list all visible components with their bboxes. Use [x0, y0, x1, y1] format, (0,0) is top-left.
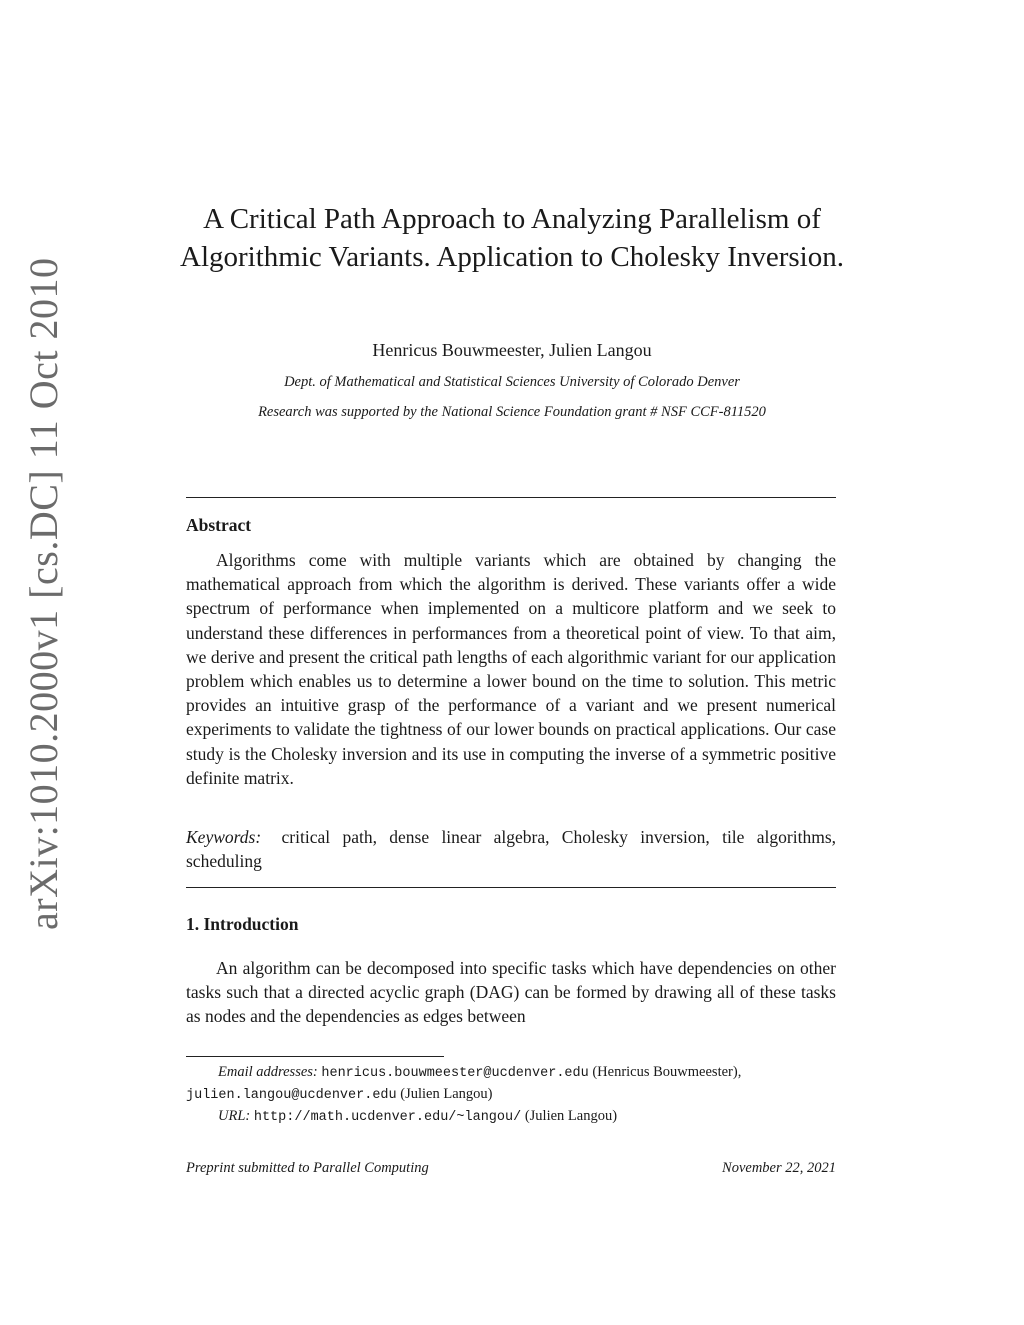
authors: Henricus Bouwmeester, Julien Langou [372, 340, 652, 360]
abstract-top-rule [186, 497, 836, 498]
footnote-email-line-2 [186, 1084, 846, 1106]
footnote-email-line [186, 1062, 846, 1084]
email-owner-langou: (Julien Langou) [400, 1086, 493, 1102]
introduction-heading: 1. Introduction [186, 914, 299, 934]
footnote-rule [186, 1056, 444, 1057]
keywords-text: critical path, dense linear algebra, Cholesky inversion, tile algorithms, scheduling [186, 827, 836, 872]
paper-title: A Critical Path Approach to Analyzing Parallelism of Algorithmic Variants. Application to Cholesky Inversion. [180, 203, 844, 273]
preprint-note: Preprint submitted to Parallel Computing [186, 1160, 429, 1176]
url-owner: (Julien Langou) [524, 1108, 618, 1124]
footnotes [186, 1062, 846, 1128]
affiliation: Dept. of Mathematical and Statistical Sciences University of Colorado Denver [284, 374, 740, 390]
email-label: Email addresses: [218, 1064, 318, 1080]
homepage-link[interactable]: http://math.ucdenver.edu/~langou/ [253, 1110, 522, 1125]
email-owner-bouwmeester: (Henricus Bouwmeester), [592, 1064, 742, 1080]
abstract-heading: Abstract [186, 515, 252, 535]
email-link-langou[interactable]: julien.langou@ucdenver.edu [186, 1088, 397, 1103]
footnote-url-line [186, 1106, 846, 1128]
abstract-body: Algorithms come with multiple variants which are obtained by changing the mathematical approach from which the algorithm is derived. These variants offer a wide spectrum of performance when implemented on a multicore platform and we seek to understand these differences in performances from a theoretical point of view. To that aim, we derive and present the critical path lengths of each algorithmic variant for our application problem which enables us to determine a lower bound on the time to solution. This metric provides an intuitive grasp of the performance of a variant and we present numerical experiments to validate the tightness of our lower bounds on practical applications. Our case study is the Cholesky inversion and its use in computing the inverse of a symmetric positive definite matrix. [186, 550, 836, 788]
keywords [186, 825, 836, 873]
arxiv-identifier: arXiv:1010.2000v1 [cs.DC] 11 Oct 2010 [21, 257, 66, 930]
abstract-bottom-rule [186, 887, 836, 888]
url-label: URL: [218, 1108, 251, 1124]
introduction-body: An algorithm can be decomposed into specific tasks which have dependencies on other tasks such that a directed acyclic graph (DAG) can be formed by drawing all of these tasks as nodes and the dependencies as edges between [186, 958, 836, 1027]
grant-note: Research was supported by the National Science Foundation grant # NSF CCF-811520 [258, 404, 766, 420]
email-link-bouwmeester[interactable]: henricus.bouwmeester@ucdenver.edu [321, 1066, 589, 1081]
preprint-date: November 22, 2021 [722, 1160, 836, 1176]
keywords-label: Keywords: [186, 827, 262, 847]
